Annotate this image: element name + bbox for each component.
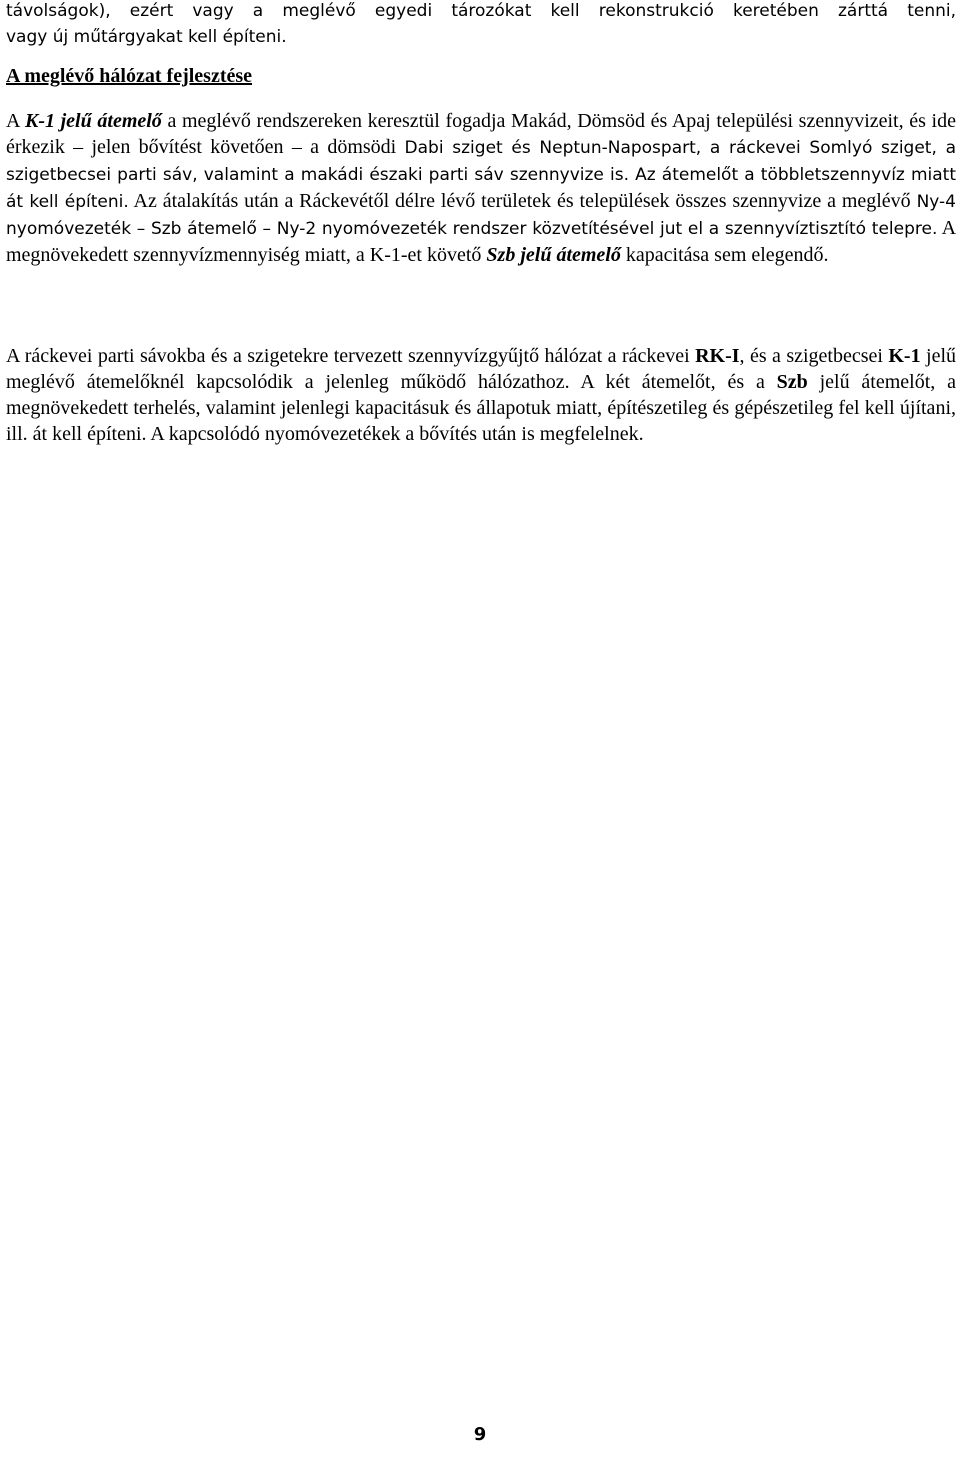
paragraph-2: [6, 343, 956, 447]
top-line-2: vagy új műtárgyakat kell építeni.: [6, 27, 287, 47]
p2-rk1-label: RK-I: [695, 345, 740, 367]
p2-szb-label: Szb: [776, 371, 808, 393]
p2-k1-label: K-1: [888, 345, 921, 367]
p1-k1-label: K-1 jelű átemelő: [24, 110, 162, 132]
paragraph-1: [6, 108, 956, 268]
p1-seg-d: Dabi sziget és Neptun-Napospart, a ráckevei Somlyó sziget, a szigetbecsei parti sáv, valamint a makádi északi parti sáv szennyvize is. Az átemelőt a többletszennyvíz miatt át kell építeni.: [6, 138, 956, 212]
p2-seg-a: A ráckevei parti sávokba és a szigetekre tervezett szennyvízgyűjtő hálózat a ráckevei: [6, 345, 696, 367]
p1-seg-g: A megnövekedett szennyvízmennyiség miatt, a K-1-et követő: [6, 217, 957, 266]
p1-seg-i: kapacitása sem elegendő.: [620, 244, 829, 266]
top-paragraph: [6, 0, 956, 50]
p2-seg-c: , és a szigetbecsei: [739, 345, 889, 367]
p1-szb-label: Szb jelű átemelő: [486, 244, 621, 266]
p1-seg-e: Az átalakítás után a Ráckevétől délre lévő területek és települések összes szennyvize a meglévő: [128, 190, 917, 212]
page-number: 9: [473, 1424, 487, 1445]
p1-seg-c: a meglévő rendszereken keresztül fogadja Makád, Dömsöd és Apaj települési szennyvizeit, és ide érkezik – jelen bővítést követően – a dömsödi: [6, 110, 956, 158]
section-heading: A meglévő hálózat fejlesztése: [6, 65, 253, 87]
top-line-1: távolságok), ezért vagy a meglévő egyedi tározókat kell rekonstrukció keretében zárttá tenni,: [6, 1, 956, 21]
p2-seg-e: jelű meglévő átemelőknél kapcsolódik a jelenleg működő hálózathoz. A két átemelőt, és a: [6, 345, 956, 393]
p1-seg-f: Ny-4 nyomóvezeték – Szb átemelő – Ny-2 nyomóvezeték rendszer közvetítésével jut el a szennyvíztisztító telepre.: [6, 192, 956, 239]
p1-seg-a: A: [6, 110, 25, 132]
p2-seg-g: jelű átemelőt, a megnövekedett terhelés, valamint jelenlegi kapacitásuk és állapotuk miatt, építészetileg és gépészetileg fel kell újítani, ill. át kell építeni. A kapcsolódó nyomóvezetékek a bővítés után is megfelelnek.: [6, 371, 956, 445]
